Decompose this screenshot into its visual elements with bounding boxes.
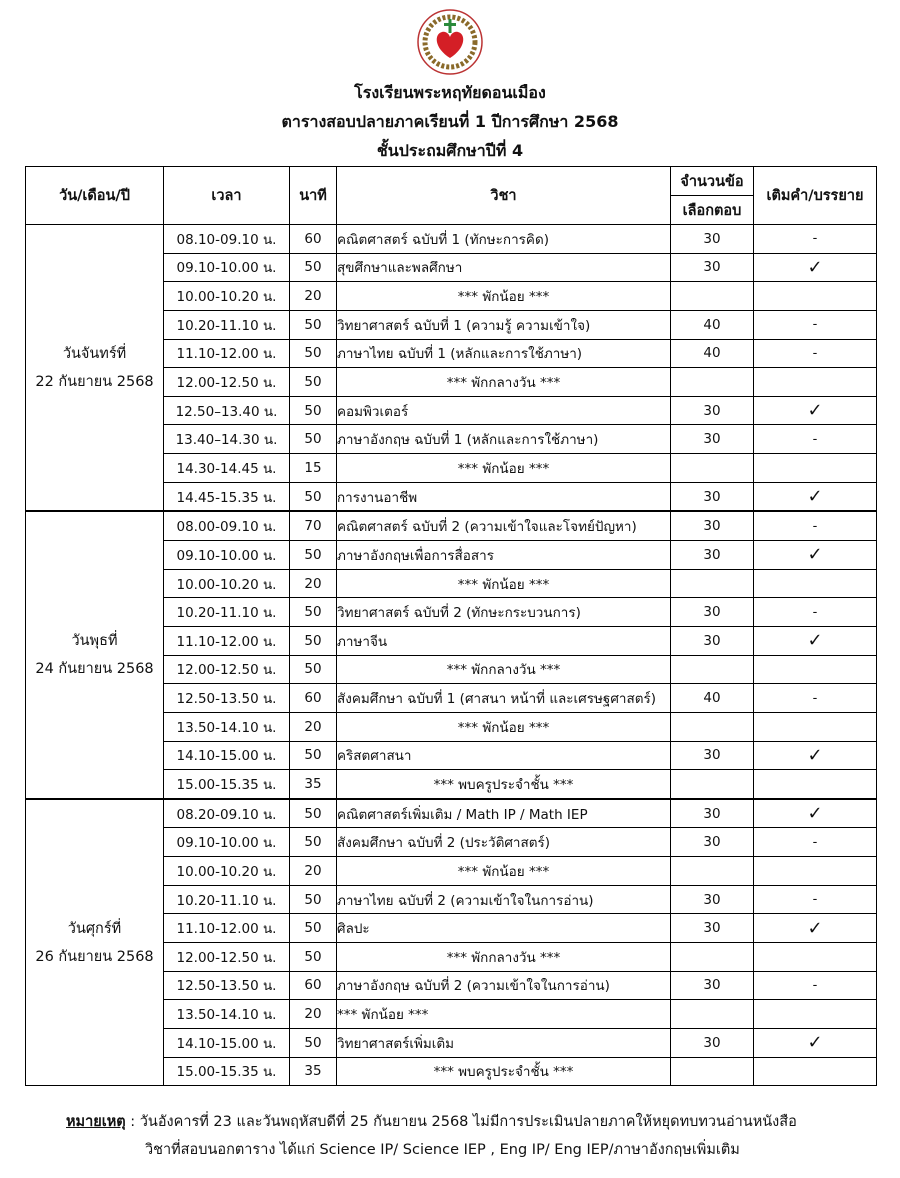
written-cell: - — [754, 225, 877, 254]
subject-cell: สังคมศึกษา ฉบับที่ 1 (ศาสนา หน้าที่ และเศรษฐศาสตร์) — [337, 684, 671, 713]
written-cell — [754, 569, 877, 598]
time-cell: 12.50-13.50 น. — [164, 684, 290, 713]
note-label: หมายเหตุ — [66, 1114, 126, 1130]
minutes-cell: 20 — [290, 1000, 337, 1029]
count-cell: 30 — [671, 225, 754, 254]
time-cell: 11.10-12.00 น. — [164, 914, 290, 943]
subject-cell: คริสตศาสนา — [337, 741, 671, 770]
subject-cell: ภาษาไทย ฉบับที่ 1 (หลักและการใช้ภาษา) — [337, 339, 671, 368]
written-cell: - — [754, 425, 877, 454]
written-cell — [754, 368, 877, 397]
minutes-cell: 50 — [290, 885, 337, 914]
day-cell — [26, 799, 164, 1086]
school-name: โรงเรียนพระหฤทัยดอนเมือง — [354, 83, 546, 102]
written-cell — [754, 943, 877, 972]
subject-cell: สังคมศึกษา ฉบับที่ 2 (ประวัติศาสตร์) — [337, 828, 671, 857]
subject-cell: สุขศึกษาและพลศึกษา — [337, 253, 671, 282]
minutes-cell: 50 — [290, 741, 337, 770]
written-cell — [754, 1057, 877, 1086]
subject-cell: ศิลปะ — [337, 914, 671, 943]
subject-cell: ภาษาจีน — [337, 626, 671, 655]
time-cell: 15.00-15.35 น. — [164, 770, 290, 799]
time-cell: 10.20-11.10 น. — [164, 310, 290, 339]
count-cell — [671, 655, 754, 684]
note-line-2: วิชาที่สอบนอกตาราง ได้แก่ Science IP/ Science IEP , Eng IP/ Eng IEP/ภาษาอังกฤษเพิ่มเติม — [145, 1142, 740, 1158]
count-cell: 30 — [671, 971, 754, 1000]
written-cell — [754, 454, 877, 483]
count-cell: 40 — [671, 339, 754, 368]
count-cell — [671, 569, 754, 598]
header-count-sub: เลือกตอบ — [671, 196, 754, 225]
checkmark-icon: ✓ — [754, 396, 877, 425]
time-cell: 14.10-15.00 น. — [164, 1028, 290, 1057]
time-cell: 10.00-10.20 น. — [164, 569, 290, 598]
subject-cell: คณิตศาสตร์ ฉบับที่ 2 (ความเข้าใจและโจทย์ปัญหา) — [337, 511, 671, 540]
school-crest-heart-icon — [416, 8, 484, 76]
minutes-cell: 50 — [290, 598, 337, 627]
minutes-cell: 20 — [290, 569, 337, 598]
minutes-cell: 50 — [290, 655, 337, 684]
written-cell — [754, 857, 877, 886]
time-cell: 11.10-12.00 น. — [164, 626, 290, 655]
minutes-cell: 35 — [290, 1057, 337, 1086]
written-cell — [754, 712, 877, 741]
minutes-cell: 50 — [290, 626, 337, 655]
time-cell: 14.45-15.35 น. — [164, 482, 290, 511]
written-cell: - — [754, 310, 877, 339]
day-group — [26, 799, 877, 1086]
table-row — [26, 511, 877, 540]
subject-cell: *** พักน้อย *** — [337, 712, 671, 741]
subject-cell: *** พักกลางวัน *** — [337, 655, 671, 684]
time-cell: 13.40–14.30 น. — [164, 425, 290, 454]
count-cell: 30 — [671, 626, 754, 655]
time-cell: 14.30-14.45 น. — [164, 454, 290, 483]
count-cell: 30 — [671, 253, 754, 282]
note-line-1: : วันอังคารที่ 23 และวันพฤหัสบดีที่ 25 กันยายน 2568 ไม่มีการประเมินปลายภาคให้หยุดทบทวนอ่านหนังสือ — [125, 1114, 797, 1130]
minutes-cell: 50 — [290, 396, 337, 425]
count-cell: 30 — [671, 799, 754, 828]
written-cell — [754, 770, 877, 799]
checkmark-icon: ✓ — [754, 914, 877, 943]
minutes-cell: 50 — [290, 368, 337, 397]
subject-cell: *** พบครูประจำชั้น *** — [337, 770, 671, 799]
written-cell: - — [754, 598, 877, 627]
subject-cell: *** พักน้อย *** — [337, 1000, 671, 1029]
count-cell — [671, 857, 754, 886]
checkmark-icon: ✓ — [754, 626, 877, 655]
count-cell — [671, 770, 754, 799]
minutes-cell: 35 — [290, 770, 337, 799]
subject-cell: *** พบครูประจำชั้น *** — [337, 1057, 671, 1086]
time-cell: 10.20-11.10 น. — [164, 598, 290, 627]
time-cell: 08.20-09.10 น. — [164, 799, 290, 828]
checkmark-icon: ✓ — [754, 799, 877, 828]
day-group — [26, 511, 877, 798]
written-cell: - — [754, 828, 877, 857]
count-cell — [671, 943, 754, 972]
subject-cell: วิทยาศาสตร์ ฉบับที่ 2 (ทักษะกระบวนการ) — [337, 598, 671, 627]
subject-cell: คณิตศาสตร์ ฉบับที่ 1 (ทักษะการคิด) — [337, 225, 671, 254]
time-cell: 10.00-10.20 น. — [164, 282, 290, 311]
day-cell — [26, 225, 164, 512]
checkmark-icon: ✓ — [754, 741, 877, 770]
subject-cell: การงานอาชีพ — [337, 482, 671, 511]
subject-cell: ภาษาอังกฤษเพื่อการสื่อสาร — [337, 541, 671, 570]
count-cell: 30 — [671, 828, 754, 857]
count-cell — [671, 1057, 754, 1086]
time-cell: 12.00-12.50 น. — [164, 655, 290, 684]
count-cell — [671, 712, 754, 741]
minutes-cell: 15 — [290, 454, 337, 483]
subject-cell: วิทยาศาสตร์เพิ่มเติม — [337, 1028, 671, 1057]
subject-cell: *** พักกลางวัน *** — [337, 368, 671, 397]
written-cell — [754, 282, 877, 311]
count-cell: 30 — [671, 1028, 754, 1057]
minutes-cell: 20 — [290, 712, 337, 741]
subject-cell: ภาษาอังกฤษ ฉบับที่ 1 (หลักและการใช้ภาษา) — [337, 425, 671, 454]
checkmark-icon: ✓ — [754, 253, 877, 282]
subject-cell: *** พักน้อย *** — [337, 857, 671, 886]
minutes-cell: 60 — [290, 225, 337, 254]
checkmark-icon: ✓ — [754, 1028, 877, 1057]
written-cell: - — [754, 684, 877, 713]
time-cell: 09.10-10.00 น. — [164, 253, 290, 282]
day-date: 22 กันยายน 2568 — [35, 373, 154, 390]
time-cell: 09.10-10.00 น. — [164, 828, 290, 857]
count-cell — [671, 282, 754, 311]
count-cell: 30 — [671, 396, 754, 425]
time-cell: 13.50-14.10 น. — [164, 712, 290, 741]
header-date: วัน/เดือน/ปี — [26, 167, 164, 225]
subject-cell: *** พักน้อย *** — [337, 569, 671, 598]
table-row — [26, 225, 877, 254]
exam-title: ตารางสอบปลายภาคเรียนที่ 1 ปีการศึกษา 2568 — [281, 112, 619, 131]
time-cell: 09.10-10.00 น. — [164, 541, 290, 570]
day-date: 26 กันยายน 2568 — [35, 948, 154, 965]
minutes-cell: 60 — [290, 684, 337, 713]
minutes-cell: 50 — [290, 1028, 337, 1057]
minutes-cell: 50 — [290, 482, 337, 511]
subject-cell: คอมพิวเตอร์ — [337, 396, 671, 425]
minutes-cell: 60 — [290, 971, 337, 1000]
time-cell: 08.10-09.10 น. — [164, 225, 290, 254]
minutes-cell: 50 — [290, 828, 337, 857]
time-cell: 10.20-11.10 น. — [164, 885, 290, 914]
subject-cell: วิทยาศาสตร์ ฉบับที่ 1 (ความรู้ ความเข้าใจ) — [337, 310, 671, 339]
count-cell: 40 — [671, 684, 754, 713]
minutes-cell: 50 — [290, 253, 337, 282]
subject-cell: *** พักน้อย *** — [337, 282, 671, 311]
footnote — [0, 1108, 900, 1164]
time-cell: 12.00-12.50 น. — [164, 943, 290, 972]
minutes-cell: 50 — [290, 310, 337, 339]
written-cell: - — [754, 971, 877, 1000]
checkmark-icon: ✓ — [754, 541, 877, 570]
table-row — [26, 799, 877, 828]
written-cell: - — [754, 511, 877, 540]
day-date: 24 กันยายน 2568 — [35, 661, 154, 678]
minutes-cell: 50 — [290, 943, 337, 972]
subject-cell: คณิตศาสตร์เพิ่มเติม / Math IP / Math IEP — [337, 799, 671, 828]
time-cell: 10.00-10.20 น. — [164, 857, 290, 886]
grade-level: ชั้นประถมศึกษาปีที่ 4 — [376, 141, 524, 160]
count-cell: 30 — [671, 425, 754, 454]
header-subject: วิชา — [337, 167, 671, 225]
time-cell: 11.10-12.00 น. — [164, 339, 290, 368]
time-cell: 12.50–13.40 น. — [164, 396, 290, 425]
minutes-cell: 20 — [290, 282, 337, 311]
count-cell: 30 — [671, 541, 754, 570]
minutes-cell: 50 — [290, 541, 337, 570]
exam-schedule-table — [25, 166, 877, 1086]
count-cell: 30 — [671, 914, 754, 943]
day-cell — [26, 511, 164, 798]
written-cell — [754, 655, 877, 684]
minutes-cell: 50 — [290, 339, 337, 368]
written-cell: - — [754, 339, 877, 368]
time-cell: 08.00-09.10 น. — [164, 511, 290, 540]
count-cell — [671, 454, 754, 483]
minutes-cell: 50 — [290, 425, 337, 454]
header-count: จำนวนข้อ — [671, 167, 754, 196]
subject-cell: ภาษาอังกฤษ ฉบับที่ 2 (ความเข้าใจในการอ่าน) — [337, 971, 671, 1000]
count-cell: 30 — [671, 482, 754, 511]
time-cell: 12.00-12.50 น. — [164, 368, 290, 397]
day-name: วันจันทร์ที่ — [62, 345, 127, 362]
count-cell: 30 — [671, 598, 754, 627]
day-name: วันพุธที่ — [71, 633, 118, 650]
minutes-cell: 20 — [290, 857, 337, 886]
count-cell — [671, 1000, 754, 1029]
day-group — [26, 225, 877, 512]
count-cell: 30 — [671, 885, 754, 914]
count-cell: 30 — [671, 511, 754, 540]
header-time: เวลา — [164, 167, 290, 225]
subject-cell: ภาษาไทย ฉบับที่ 2 (ความเข้าใจในการอ่าน) — [337, 885, 671, 914]
time-cell: 13.50-14.10 น. — [164, 1000, 290, 1029]
day-name: วันศุกร์ที่ — [67, 920, 122, 937]
time-cell: 12.50-13.50 น. — [164, 971, 290, 1000]
minutes-cell: 70 — [290, 511, 337, 540]
time-cell: 14.10-15.00 น. — [164, 741, 290, 770]
written-cell: - — [754, 885, 877, 914]
minutes-cell: 50 — [290, 799, 337, 828]
count-cell: 30 — [671, 741, 754, 770]
checkmark-icon: ✓ — [754, 482, 877, 511]
header-minutes: นาที — [290, 167, 337, 225]
header-written: เติมคำ/บรรยาย — [754, 167, 877, 225]
count-cell: 40 — [671, 310, 754, 339]
written-cell — [754, 1000, 877, 1029]
subject-cell: *** พักกลางวัน *** — [337, 943, 671, 972]
subject-cell: *** พักน้อย *** — [337, 454, 671, 483]
minutes-cell: 50 — [290, 914, 337, 943]
count-cell — [671, 368, 754, 397]
time-cell: 15.00-15.35 น. — [164, 1057, 290, 1086]
